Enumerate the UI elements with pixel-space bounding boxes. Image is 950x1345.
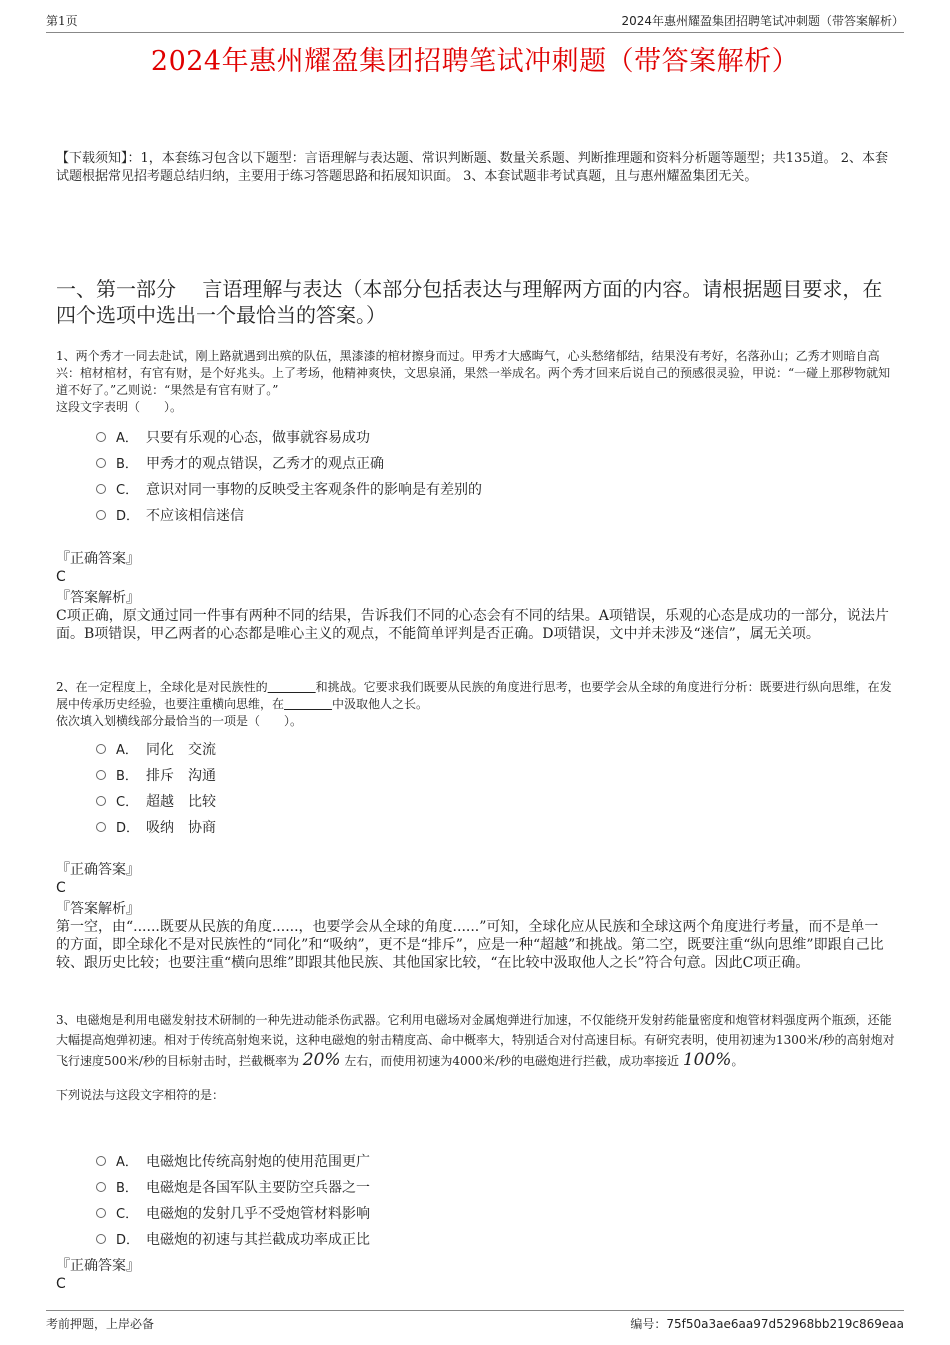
option-d[interactable]: D． 不应该相信迷信 — [96, 503, 876, 529]
radio-icon[interactable] — [96, 458, 106, 468]
section-title: 一、第一部分 言语理解与表达（本部分包括表达与理解两方面的内容。请根据题目要求，在四个选项中选出一个最恰当的答案。） — [56, 277, 883, 327]
options-q3 — [96, 1149, 876, 1253]
question-2 — [56, 679, 896, 730]
option-c[interactable]: C． 超越 比较 — [96, 789, 876, 815]
answer-value: C — [56, 569, 66, 585]
radio-icon[interactable] — [96, 1156, 106, 1166]
question-3 — [56, 1010, 896, 1105]
option-b[interactable]: B． 电磁炮是各国军队主要防空兵器之一 — [96, 1175, 876, 1201]
analysis-text: 第一空，由“......既要从民族的角度......，也要学会从全球的角度......”可知，全球化应从民族和全球这两个角度进行考量，而不是单一的方面，即全球化不是对民族性的“同化”和“吸纳”，更不是“排斥”，应是一种“超越”和挑战。第二空，既要注重“纵向思维”即跟自己比较、跟历史比较；也要注重“横向思维”即跟其他民族、其他国家比较，“在比较中汲取他人之长”符合句意。因此C项正确。 — [56, 919, 884, 971]
option-d[interactable]: D． 吸纳 协商 — [96, 815, 876, 841]
analysis-text: C项正确，原文通过同一件事有两种不同的结果，告诉我们不同的心态会有不同的结果。A项错误，乐观的心态是成功的一部分，说法片面。B项错误，甲乙两者的心态都是唯心主义的观点，不能简单评判是否正确。D项错误，文中并未涉及“迷信”，属无关项。 — [56, 608, 889, 642]
radio-icon[interactable] — [96, 510, 106, 520]
footer-code: 编号：75f50a3ae6aa97d52968bb219c869eaa — [630, 1317, 904, 1331]
option-c[interactable]: C． 意识对同一事物的反映受主客观条件的影响是有差别的 — [96, 477, 876, 503]
answer-label: 『正确答案』 — [56, 862, 140, 878]
page-header — [46, 12, 904, 33]
radio-icon[interactable] — [96, 432, 106, 442]
footer-slogan: 考前押题，上岸必备 — [46, 1317, 155, 1331]
math-20-percent: 20% — [302, 1050, 341, 1070]
math-100-percent: 100% — [682, 1050, 732, 1070]
radio-icon[interactable] — [96, 484, 106, 494]
option-c[interactable]: C． 电磁炮的发射几乎不受炮管材料影响 — [96, 1201, 876, 1227]
options-q2 — [96, 737, 876, 841]
radio-icon[interactable] — [96, 1182, 106, 1192]
answer-value: C — [56, 1276, 66, 1292]
question-1 — [56, 348, 896, 416]
page-number: 第1页 — [46, 14, 78, 28]
answer-label: 『正确答案』 — [56, 551, 140, 567]
answer-label: 『正确答案』 — [56, 1258, 140, 1274]
question-stem: 1、两个秀才一同去赴试，刚上路就遇到出殡的队伍，黑漆漆的棺材擦身而过。甲秀才大感晦气，心头愁绪郁结，结果没有考好，名落孙山；乙秀才则暗自高兴：棺材棺材，有官有财，是个好兆头。上了考场，他精神爽快，文思泉涌，果然一举成名。两个秀才回来后说自己的预感很灵验，甲说：“一碰上那秽物就知道不好了。”乙则说：“果然是有官有财了。” — [56, 349, 891, 397]
blank-1 — [268, 680, 316, 694]
question-prompt: 下列说法与这段文字相符的是： — [56, 1088, 225, 1102]
page-footer — [46, 1310, 904, 1333]
option-a[interactable]: A． 同化 交流 — [96, 737, 876, 763]
radio-icon[interactable] — [96, 744, 106, 754]
options-q1 — [96, 425, 876, 529]
question-stem: 3、电磁炮是利用电磁发射技术研制的一种先进动能杀伤武器。它利用电磁场对金属炮弹进行加速，不仅能绕开发射药能量密度和炮管材料强度两个瓶颈，还能大幅提高炮弹初速。相对于传统高射炮来说，这种电磁炮的射击精度高、命中概率大，特别适合对付高速目标。有研究表明，使用初速为1300米/秒的高射炮对飞行速度500米/秒的目标射击时，拦截概率为 20% 左右，而使用初速为4000米/秒的电磁炮进行拦截，成功率接近 100%。 — [56, 1013, 895, 1070]
option-a[interactable]: A． 只要有乐观的心态，做事就容易成功 — [96, 425, 876, 451]
radio-icon[interactable] — [96, 822, 106, 832]
option-a[interactable]: A． 电磁炮比传统高射炮的使用范围更广 — [96, 1149, 876, 1175]
download-notice: 【下载须知】：1，本套练习包含以下题型：言语理解与表达题、常识判断题、数量关系题、判断推理题和资料分析题等题型；共135道。 2、本套试题根据常见招考题总结归纳，主要用于练习答题思路和拓展知识面。 3、本套试题非考试真题，且与惠州耀盈集团无关。 — [56, 151, 888, 184]
radio-icon[interactable] — [96, 1234, 106, 1244]
answer-value: C — [56, 880, 66, 896]
question-prompt: 这段文字表明（ ）。 — [56, 400, 183, 414]
option-d[interactable]: D． 电磁炮的初速与其拦截成功率成正比 — [96, 1227, 876, 1253]
option-b[interactable]: B． 排斥 沟通 — [96, 763, 876, 789]
header-doc-title: 2024年惠州耀盈集团招聘笔试冲刺题（带答案解析） — [621, 14, 904, 28]
radio-icon[interactable] — [96, 1208, 106, 1218]
option-b[interactable]: B． 甲秀才的观点错误，乙秀才的观点正确 — [96, 451, 876, 477]
radio-icon[interactable] — [96, 796, 106, 806]
analysis-label: 『答案解析』 — [56, 590, 140, 606]
radio-icon[interactable] — [96, 770, 106, 780]
page-title: 2024年惠州耀盈集团招聘笔试冲刺题（带答案解析） — [150, 46, 800, 77]
question-prompt: 依次填入划横线部分最恰当的一项是（ ）。 — [56, 714, 303, 728]
question-stem: 2、在一定程度上，全球化是对民族性的 和挑战。它要求我们既要从民族的角度进行思考，也要学会从全球的角度进行分析：既要进行纵向思维，在发展中传承历史经验，也要注重横向思维，在 中汲取他人之长。 — [56, 680, 892, 711]
blank-2 — [284, 697, 332, 711]
analysis-label: 『答案解析』 — [56, 901, 140, 917]
